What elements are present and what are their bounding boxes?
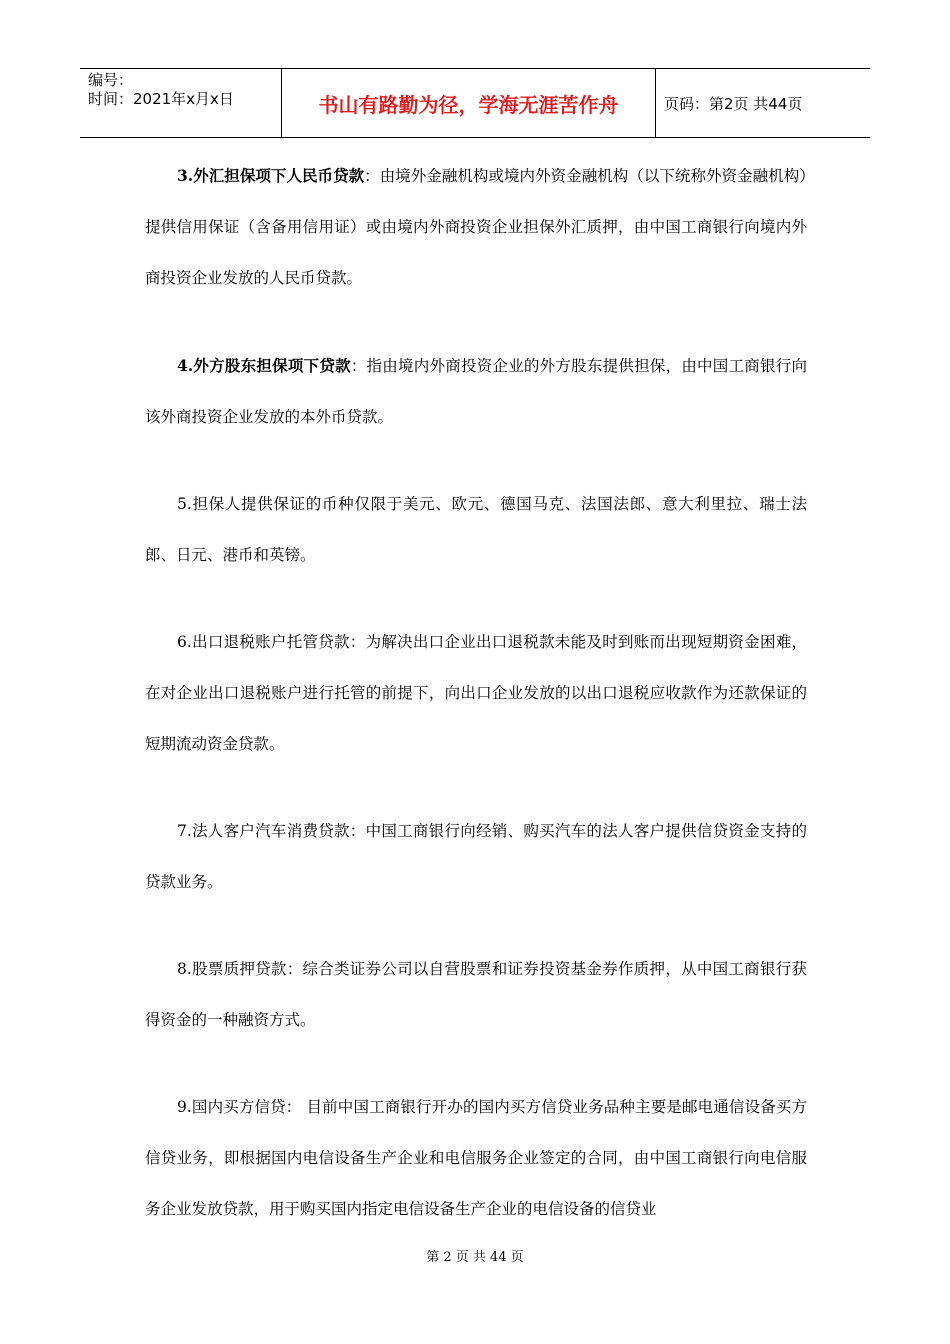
motto-text: 书山有路勤为径，学海无涯苦作舟 bbox=[318, 92, 619, 117]
paragraph-4 bbox=[145, 340, 807, 443]
paragraph-lead: 3.外汇担保项下人民币贷款 bbox=[177, 166, 365, 185]
paragraph-text: ：指由境内外商投资企业的外方股东提供担保，由中国工商银行向该外商投资企业发放的本外币贷款。 bbox=[145, 357, 807, 426]
paragraph-lead: 4.外方股东担保项下贷款 bbox=[177, 356, 351, 375]
paragraph-text: 6.出口退税账户托管贷款：为解决出口企业出口退税款未能及时到账而出现短期资金困难，在对企业出口退税账户进行托管的前提下，向出口企业发放的以出口退税应收款作为还款保证的短期流动资金贷款。 bbox=[145, 633, 807, 753]
paragraph-text: 9.国内买方信贷： 目前中国工商银行开办的国内买方信贷业务品种主要是邮电通信设备买方信贷业务，即根据国内电信设备生产企业和电信服务企业签定的合同，由中国工商银行向电信服务企业发放贷款，用于购买国内指定电信设备生产企业的电信设备的信贷业 bbox=[145, 1098, 807, 1218]
paragraph-8 bbox=[145, 944, 807, 1046]
number-label: 编号： bbox=[88, 71, 134, 89]
page-header bbox=[80, 68, 870, 138]
page-footer: 第 2 页 共 44 页 bbox=[426, 1250, 524, 1265]
document-body bbox=[145, 150, 807, 1271]
paragraph-7 bbox=[145, 806, 807, 908]
paragraph-3 bbox=[145, 150, 807, 304]
page-info-text: 页码：第2页 共44页 bbox=[664, 94, 803, 113]
paragraph-text: 8.股票质押贷款：综合类证券公司以自营股票和证券投资基金券作质押，从中国工商银行获得资金的一种融资方式。 bbox=[145, 960, 807, 1029]
header-page-info bbox=[656, 69, 870, 137]
paragraph-text: 7.法人客户汽车消费贷款：中国工商银行向经销、购买汽车的法人客户提供信贷资金支持的贷款业务。 bbox=[145, 822, 807, 891]
header-meta bbox=[80, 69, 282, 137]
paragraph-text: ：由境外金融机构或境内外资金融机构（以下统称外资金融机构）提供信用保证（含备用信用证）或由境内外商投资企业担保外汇质押，由中国工商银行向境内外商投资企业发放的人民币贷款。 bbox=[145, 167, 807, 287]
paragraph-5 bbox=[145, 479, 807, 581]
paragraph-9 bbox=[145, 1082, 807, 1235]
header-motto bbox=[282, 69, 656, 137]
paragraph-6 bbox=[145, 617, 807, 770]
paragraph-text: 5.担保人提供保证的币种仅限于美元、欧元、德国马克、法国法郎、意大利里拉、瑞士法郎、日元、港币和英镑。 bbox=[145, 495, 807, 564]
time-label: 时间：2021年x月x日 bbox=[88, 90, 234, 108]
